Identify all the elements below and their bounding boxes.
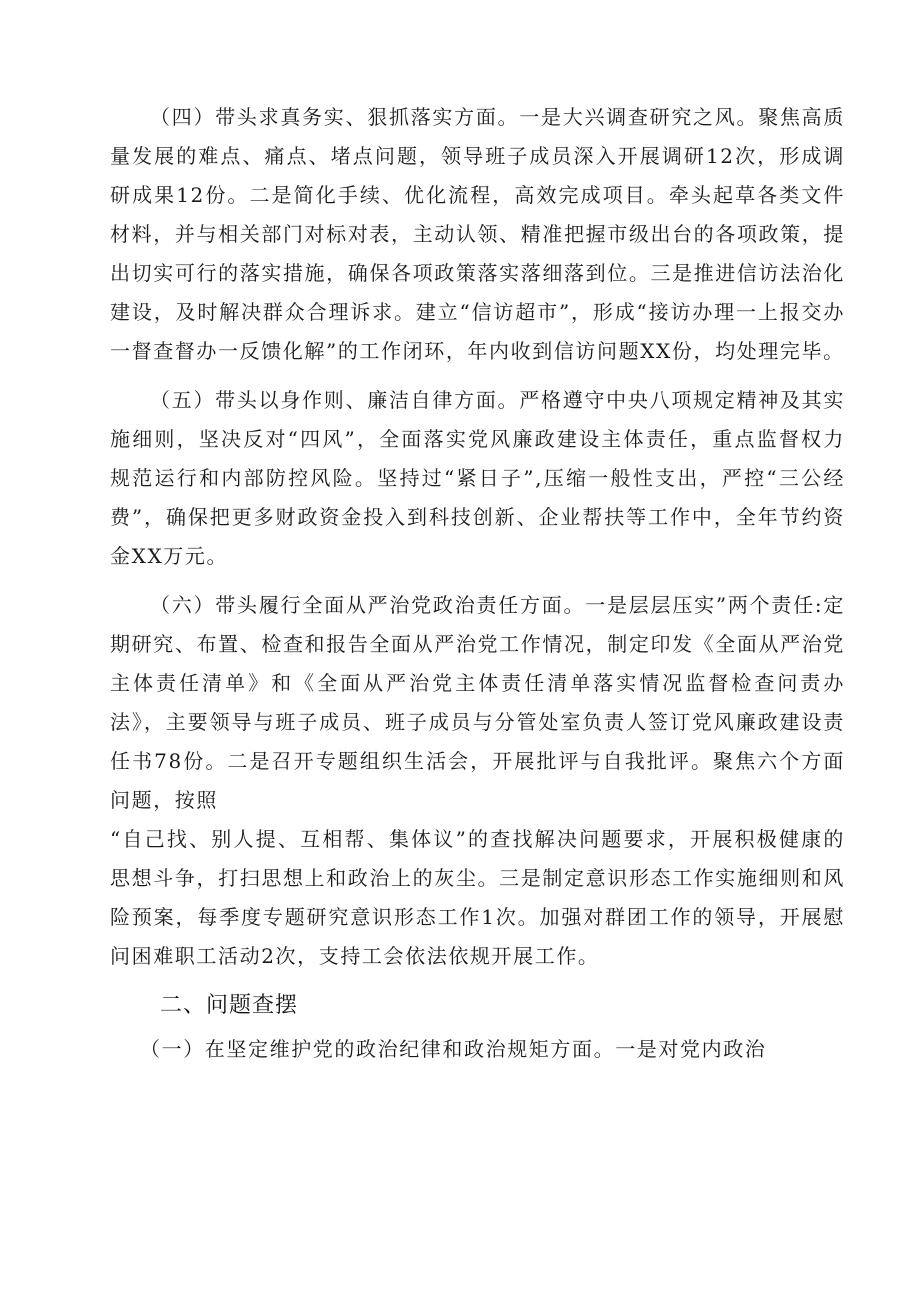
section-heading: 二、问题查摆 [160, 993, 299, 1018]
paragraph-6-continued: “自己找、别人提、互相帮、集体议”的查找解决问题要求，开展积极健康的思想斗争，打扫思想上和政治上的灰尘。三是制定意识形态工作实施细则和风险预案，每季度专题研究意识形态工作1次。加强对群团工作的领导，开展慰问困难职工活动2次，支持工会依法依规开展工作。 [110, 827, 845, 968]
document-body [110, 98, 845, 1079]
paragraph-4: （四）带头求真务实、狠抓落实方面。一是大兴调查研究之风。聚焦高质量发展的难点、痛点、堵点问题，领导班子成员深入开展调研12次，形成调研成果12份。二是简化手续、优化流程，高效完成项目。牵头起草各类文件材料，并与相关部门对标对表，主动认领、精准把握市级出台的各项政策，提出切实可行的落实措施，确保各项政策落实落细落到位。三是推进信访法治化建设，及时解决群众合理诉求。建立“信访超市”，形成“接访办理一上报交办一督查督办一反馈化解”的工作闭环，年内收到信访问题XX份，均处理完毕。 [110, 105, 845, 363]
section-paragraph-1: （一）在坚定维护党的政治纪律和政治规矩方面。一是对党内政治 [140, 1037, 767, 1061]
paragraph-5: （五）带头以身作则、廉洁自律方面。严格遵守中央八项规定精神及其实施细则，坚决反对“四风”，全面落实党风廉政建设主体责任，重点监督权力规范运行和内部防控风险。坚持过“紧日子”,压缩一般性支出，严控“三公经费”，确保把更多财政资金投入到科技创新、企业帮扶等工作中，全年节约资金XX万元。 [110, 388, 845, 568]
paragraph-6: （六）带头履行全面从严治党政治责任方面。一是层层压实”两个责任:定期研究、布置、检查和报告全面从严治党工作情况，制定印发《全面从严治党主体责任清单》和《全面从严治党主体责任清单落实情况监督检查问责办法》，主要领导与班子成员、班子成员与分管处室负责人签订党风廉政建设责任书78份。二是召开专题组织生活会，开展批评与自我批评。聚焦六个方面问题，按照 [110, 593, 845, 812]
